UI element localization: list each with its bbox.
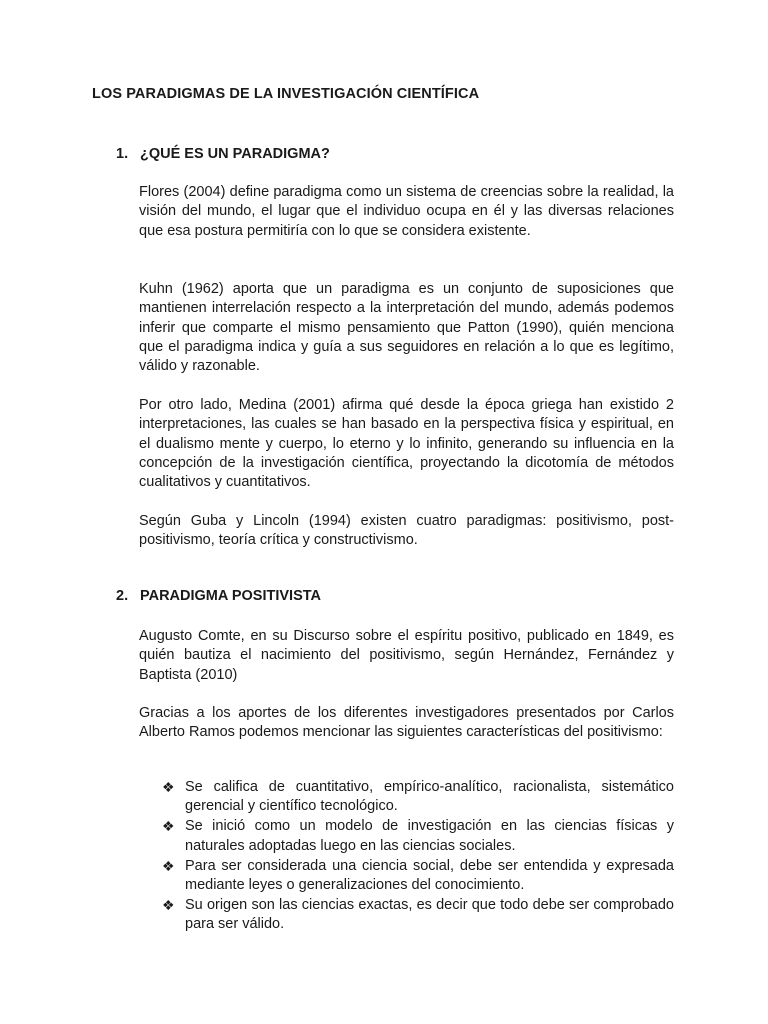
paragraph: Augusto Comte, en su Discurso sobre el espíritu positivo, publicado en 1849, es quién bautiza el nacimiento del positivismo, según Hernández, Fernández y Baptista (2010) xyxy=(139,628,674,683)
paragraph: Kuhn (1962) aporta que un paradigma es un conjunto de suposiciones que mantienen interrelación respecto a la interpretación del mundo, además podemos inferir que comparte el mismo pensamiento que Patton (1990), quién menciona que el paradigma indica y guía a sus seguidores en relación a lo que es legítimo, válido y razonable. xyxy=(139,281,674,375)
diamond-bullet-icon: ❖ xyxy=(162,818,175,835)
list-item-text: Se inició como un modelo de investigación en las ciencias físicas y naturales adoptadas luego en las ciencias sociales. xyxy=(185,818,674,854)
paragraph: Por otro lado, Medina (2001) afirma qué desde la época griega han existido 2 interpretaciones, las cuales se han basado en la perspectiva física y espiritual, en el dualismo mente y cuerpo, lo eterno y lo infinito, generando su influencia en la concepción de la investigación científica, proyectando la dicotomía de métodos cualitativos y cuantitativos. xyxy=(139,397,674,491)
paragraph: Flores (2004) define paradigma como un sistema de creencias sobre la realidad, la visión del mundo, el lugar que el individuo ocupa en él y las diversas relaciones que esa postura permitiría con lo que se considera existente. xyxy=(139,184,674,239)
section-number: 1. xyxy=(116,146,129,162)
section-heading-2 xyxy=(116,588,321,604)
list-item xyxy=(139,896,674,935)
section-title: PARADIGMA POSITIVISTA xyxy=(140,588,321,604)
diamond-bullet-icon: ❖ xyxy=(162,857,175,874)
section-number: 2. xyxy=(116,588,129,604)
characteristics-list xyxy=(139,778,674,936)
section-title: ¿QUÉ ES UN PARADIGMA? xyxy=(140,146,330,162)
diamond-bullet-icon: ❖ xyxy=(162,779,175,795)
list-item-text: Se califica de cuantitativo, empírico-analítico, racionalista, sistemático gerencial y científico tecnológico. xyxy=(185,779,674,815)
list-item-text: Para ser considerada una ciencia social, debe ser entendida y expresada mediante leyes o generalizaciones del conocimiento. xyxy=(185,857,674,894)
section-heading-1 xyxy=(116,146,330,162)
list-item xyxy=(139,857,674,896)
diamond-bullet-icon: ❖ xyxy=(162,897,175,914)
list-item xyxy=(139,817,674,856)
list-item-text: Su origen son las ciencias exactas, es decir que todo debe ser comprobado para ser válido. xyxy=(185,897,674,933)
paragraph: Según Guba y Lincoln (1994) existen cuatro paradigmas: positivismo, post-positivismo, teoría crítica y constructivismo. xyxy=(139,513,674,549)
paragraph: Gracias a los aportes de los diferentes investigadores presentados por Carlos Alberto Ramos podemos mencionar las siguientes características del positivismo: xyxy=(139,705,674,741)
list-item xyxy=(139,778,674,817)
document-title: LOS PARADIGMAS DE LA INVESTIGACIÓN CIENTÍFICA xyxy=(92,86,480,102)
